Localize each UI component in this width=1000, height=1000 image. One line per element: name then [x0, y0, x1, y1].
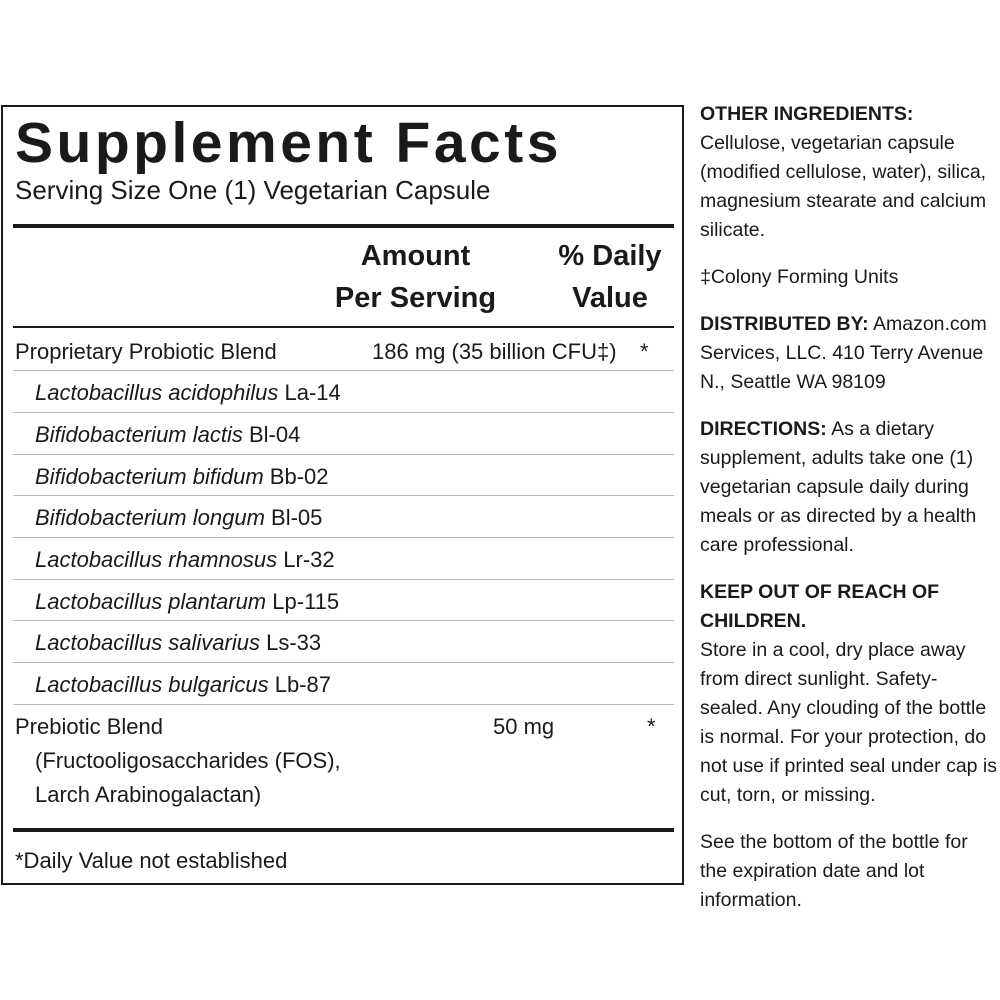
strain-species: Bifidobacterium longum [35, 505, 265, 530]
strain-row [35, 546, 335, 574]
distributor [700, 310, 1000, 397]
directions-label: DIRECTIONS: [700, 418, 827, 440]
directions-text: As a dietary supplement, adults take one (1) vegetarian capsule daily during meals or as directed by a health care professional. [700, 418, 977, 556]
other-ingredients [700, 100, 1000, 245]
row-divider [13, 537, 674, 538]
strain-species: Bifidobacterium bifidum [35, 464, 264, 489]
dv-header-line2: Value [572, 282, 648, 314]
strain-species: Bifidobacterium lactis [35, 422, 243, 447]
other-ingredients-label: OTHER INGREDIENTS: [700, 103, 914, 125]
strain-code: Lr-32 [283, 547, 335, 572]
strain-row [35, 463, 329, 491]
expiration-text: See the bottom of the bottle for the expiration date and lot information. [700, 831, 968, 911]
row-divider [13, 704, 674, 705]
storage-text: Store in a cool, dry place away from direct sunlight. Safety-sealed. Any clouding of the bottle is normal. For your protection, do not use if printed seal under cap is cut, torn, or missing. [700, 639, 998, 806]
amount-header-line2: Per Serving [334, 282, 497, 314]
proprietary-blend-dv: * [640, 339, 649, 364]
dv-header-line1: % Daily [558, 240, 662, 272]
panel-title: Supplement Facts [15, 111, 562, 175]
prebiotic-blend-name: Prebiotic Blend [15, 714, 163, 739]
label-side-text [700, 100, 1000, 933]
proprietary-blend-amount: 186 mg (35 billion CFU‡) [372, 339, 617, 364]
strain-code: Bl-04 [249, 422, 301, 447]
prebiotic-blend-dv: * [647, 714, 656, 739]
strain-code: Bl-05 [271, 505, 323, 530]
prebiotic-blend-detail-1: (Fructooligosaccharides (FOS), [35, 748, 341, 773]
strain-code: Ls-33 [266, 630, 322, 655]
strain-species: Lactobacillus rhamnosus [35, 547, 278, 572]
row-divider [13, 579, 674, 580]
row-divider [13, 454, 674, 455]
strain-code: Bb-02 [269, 464, 329, 489]
row-divider [13, 412, 674, 413]
strain-row [35, 379, 341, 407]
row-divider [13, 662, 674, 663]
strain-code: Lb-87 [274, 672, 331, 697]
strain-row [35, 629, 321, 657]
strain-species: Lactobacillus bulgaricus [35, 672, 269, 697]
amount-per-serving-header [323, 235, 508, 319]
proprietary-blend-name: Proprietary Probiotic Blend [15, 339, 277, 364]
strain-species: Lactobacillus plantarum [35, 589, 267, 614]
directions [700, 415, 1000, 560]
strain-code: La-14 [284, 380, 341, 405]
other-ingredients-text: Cellulose, vegetarian capsule (modified cellulose, water), silica, magnesium stearate and calcium silicate. [700, 132, 987, 241]
strain-row [35, 504, 322, 532]
column-header-divider [13, 326, 674, 328]
distributed-text: Amazon.com Services, LLC. 410 Terry Avenue N., Seattle WA 98109 [700, 313, 987, 393]
strain-row [35, 588, 339, 616]
amount-header-line1: Amount [360, 240, 471, 272]
serving-size: Serving Size One (1) Vegetarian Capsule [15, 175, 491, 205]
header-divider [13, 224, 674, 228]
keep-out-warning: KEEP OUT OF REACH OF CHILDREN. [700, 581, 940, 632]
strain-code: Lp-115 [272, 589, 340, 614]
prebiotic-blend-amount: 50 mg [493, 714, 555, 739]
row-divider [13, 620, 674, 621]
daily-value-footnote: *Daily Value not established [15, 848, 288, 873]
daily-value-header [546, 235, 674, 319]
strain-row [35, 421, 300, 449]
supplement-facts-panel [1, 105, 684, 885]
row-divider [13, 370, 674, 371]
footer-divider [13, 828, 674, 832]
strain-species: Lactobacillus acidophilus [35, 380, 279, 405]
strain-species: Lactobacillus salivarius [35, 630, 260, 655]
row-divider [13, 495, 674, 496]
strain-row [35, 671, 331, 699]
cfu-note: ‡Colony Forming Units [700, 266, 899, 288]
prebiotic-blend-detail-2: Larch Arabinogalactan) [35, 782, 262, 807]
distributed-label: DISTRIBUTED BY: [700, 313, 869, 335]
